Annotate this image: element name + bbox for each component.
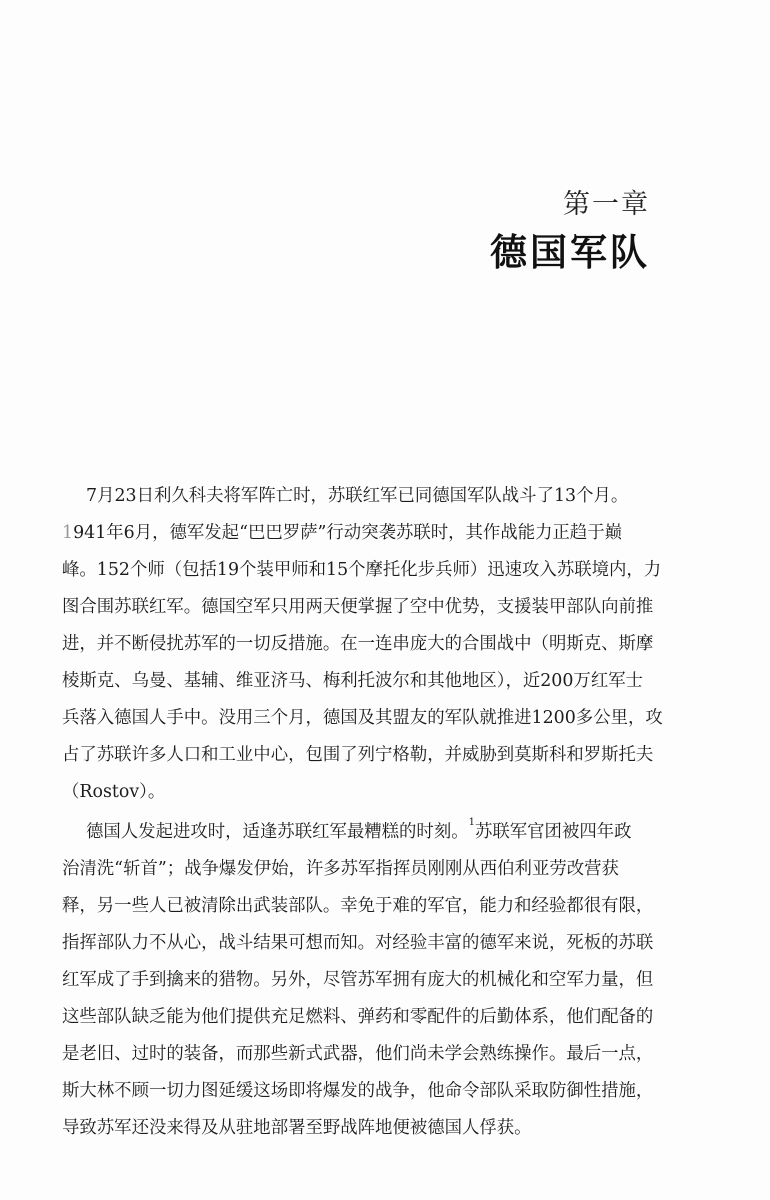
paragraph-2-line	[62, 888, 710, 925]
line-text: 941年6月，德军发起“巴巴罗萨”行动突袭苏联时，其作战能力正趋于巅	[73, 523, 623, 543]
line-text: 这些部队缺乏能为他们提供充足燃料、弹药和零配件的后勤体系，他们配备的	[62, 1007, 654, 1027]
line-text: 是老旧、过时的装备，而那些新式武器，他们尚未学会熟练操作。最后一点，	[62, 1044, 654, 1064]
line-text: 图合围苏联红军。德国空军只用两天便掌握了空中优势，支援装甲部队向前推	[62, 597, 654, 617]
chapter-number: 第一章	[563, 189, 650, 220]
line-text: 占了苏联许多人口和工业中心，包围了列宁格勒，并威胁到莫斯科和罗斯托夫	[62, 745, 654, 765]
line-text: 释，另一些人已被清除出武装部队。幸免于难的军官，能力和经验都很有限，	[62, 896, 654, 916]
paragraph-2-line	[62, 962, 710, 999]
paragraph-1-line	[62, 515, 710, 552]
line-text: 导致苏军还没来得及从驻地部署至野战阵地便被德国人俘获。	[62, 1118, 532, 1138]
paragraph-2-line	[62, 1073, 710, 1110]
line-text: 棱斯克、乌曼、基辅、维亚济马、梅利托波尔和其他地区），近200万红军士	[62, 671, 643, 691]
line-text: 治清洗“斩首”；战争爆发伊始，许多苏军指挥员刚刚从西伯利亚劳改营获	[62, 859, 619, 879]
chapter-body	[62, 478, 710, 1147]
paragraph-1-line	[62, 552, 710, 589]
paragraph-2-line	[62, 814, 710, 851]
line-text: （Rostov）。	[62, 782, 166, 802]
paragraph-1-line	[62, 663, 710, 700]
paragraph-1-line	[62, 626, 710, 663]
chapter-title: 德国军队	[490, 231, 650, 274]
paragraph-1-line	[62, 774, 710, 811]
paragraph-1-line	[62, 700, 710, 737]
paragraph-2-line	[62, 1036, 710, 1073]
line-text: 进，并不断侵扰苏军的一切反措施。在一连串庞大的合围战中（明斯克、斯摩	[62, 634, 654, 654]
footnote-marker[interactable]: 1	[468, 817, 475, 828]
line-text: 7月23日利久科夫将军阵亡时，苏联红军已同德国军队战斗了13个月。	[86, 486, 629, 506]
paragraph-2-line	[62, 851, 710, 888]
line-text: 德国人发起进攻时，适逢苏联红军最糟糕的时刻。	[86, 822, 469, 842]
line-prefix: 1	[62, 523, 74, 543]
line-text: 苏联军官团被四年政	[474, 822, 632, 842]
line-text: 斯大林不顾一切力图延缓这场即将爆发的战争，他命令部队采取防御性措施，	[62, 1081, 654, 1101]
line-text: 兵落入德国人手中。没用三个月，德国及其盟友的军队就推进1200多公里，攻	[62, 708, 663, 728]
paragraph-2-line	[62, 1110, 710, 1147]
line-text: 红军成了手到擒来的猎物。另外，尽管苏军拥有庞大的机械化和空军力量，但	[62, 970, 654, 990]
line-text: 峰。152个师（包括19个装甲师和15个摩托化步兵师）迅速攻入苏联境内，力	[62, 560, 662, 580]
paragraph-1-line	[62, 589, 710, 626]
paragraph-1-line	[62, 737, 710, 774]
paragraph-2-line	[62, 999, 710, 1036]
paragraph-2-line	[62, 925, 710, 962]
line-text: 指挥部队力不从心，战斗结果可想而知。对经验丰富的德军来说，死板的苏联	[62, 933, 654, 953]
paragraph-1-line	[62, 478, 710, 515]
